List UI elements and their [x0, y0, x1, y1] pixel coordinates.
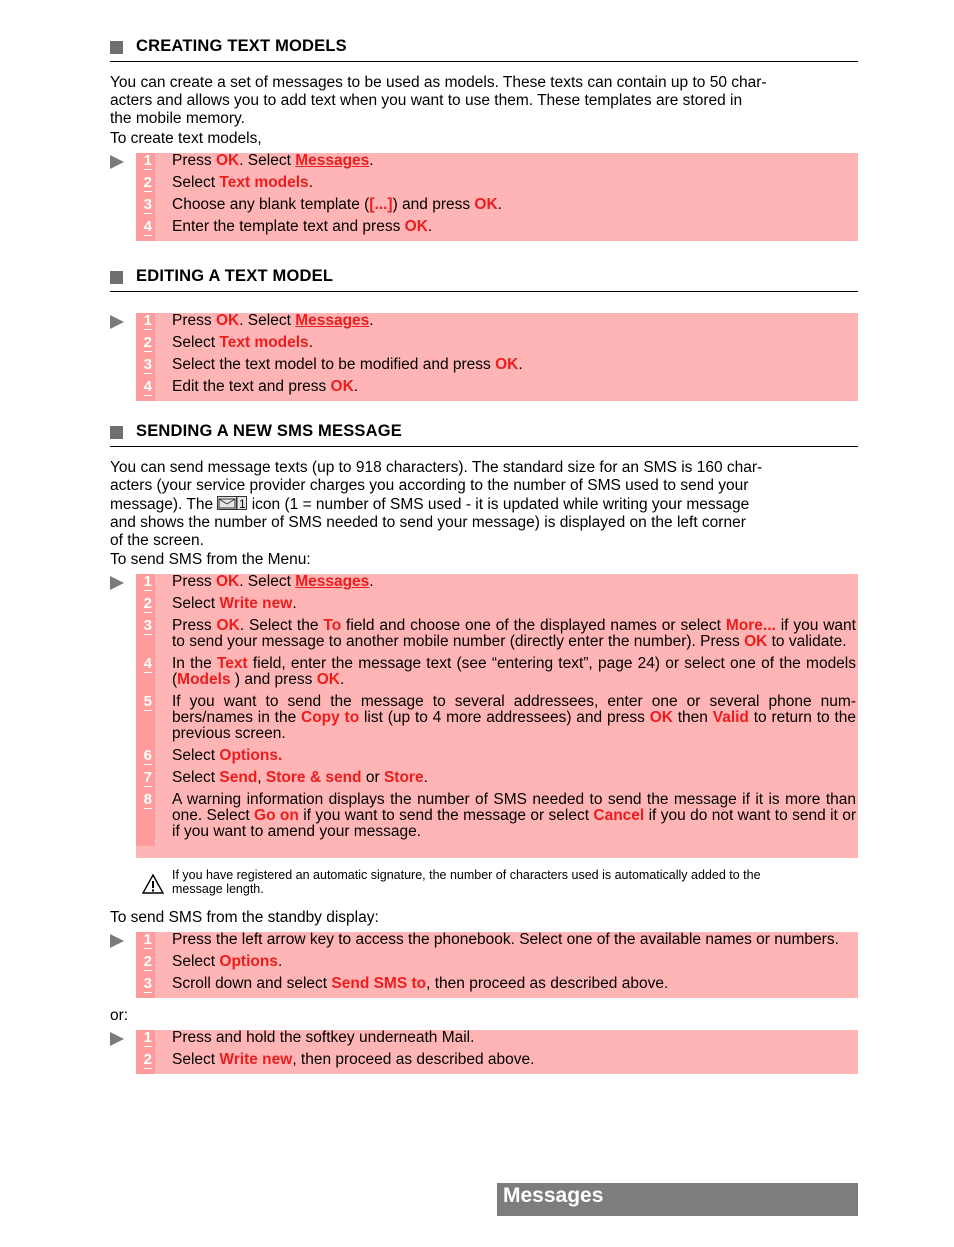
step-item: 2 Select Text models.: [136, 335, 858, 357]
section-header-sending: [110, 421, 858, 447]
step-number: 7: [136, 770, 155, 792]
section-title: EDITING A TEXT MODEL: [136, 267, 334, 285]
section-square-icon: [110, 426, 123, 439]
step-item: 4 Enter the template text and press OK.: [136, 219, 858, 241]
para-line: the mobile memory.: [110, 110, 245, 127]
sending-intro: To send SMS from the Menu:: [110, 551, 311, 568]
editing-steps: [136, 313, 858, 401]
creating-steps: [136, 153, 858, 241]
footer-label: Messages: [503, 1184, 604, 1207]
or-label: or:: [110, 1007, 129, 1024]
step-number: 4: [136, 656, 155, 694]
section-title: CREATING TEXT MODELS: [136, 37, 347, 55]
or-steps: [136, 1030, 858, 1074]
step-number: 1: [136, 153, 155, 175]
section-header-editing: [110, 266, 858, 292]
section-title: SENDING A NEW SMS MESSAGE: [136, 422, 402, 440]
para-line: message). The 1 icon (1 = number of SMS used - it is updated while writing your message: [110, 496, 750, 513]
step-number: 6: [136, 748, 155, 770]
step-item: 4 Edit the text and press OK.: [136, 379, 858, 401]
para-line: acters (your service provider charges you according to the number of SMS used to send your: [110, 477, 749, 494]
signature-note: If you have registered an automatic signature, the number of characters used is automatically added to the message length.: [172, 868, 761, 896]
step-number: 2: [136, 954, 155, 976]
para-line: and shows the number of SMS needed to send your message) is displayed on the left corner: [110, 514, 746, 531]
warning-icon: [142, 874, 164, 894]
step-item: 3 Select the text model to be modified and press OK.: [136, 357, 858, 379]
sms-counter-digit: 1: [239, 497, 247, 511]
arrow-icon: [110, 934, 124, 948]
step-item: 2 Select Options.: [136, 954, 858, 976]
step-number: 1: [136, 1030, 155, 1052]
standby-steps: [136, 932, 858, 998]
section-square-icon: [110, 271, 123, 284]
arrow-icon: [110, 1032, 124, 1046]
step-item: 7 Select Send, Store & send or Store.: [136, 770, 858, 792]
standby-intro: To send SMS from the standby display:: [110, 909, 379, 926]
sms-counter-icon: [217, 495, 247, 511]
para-line: of the screen.: [110, 532, 204, 549]
step-number: 3: [136, 357, 155, 379]
step-number: 1: [136, 932, 155, 954]
step-item: 5 If you want to send the message to several addressees, enter one or several phone num-bers/names in the Copy to list (up to 4 more addressees) and press OK then Valid to return to the previous screen.: [136, 694, 858, 748]
sending-paragraph: [110, 459, 857, 550]
step-item: 6 Select Options.: [136, 748, 858, 770]
step-item: 2 Select Write new.: [136, 596, 858, 618]
section-square-icon: [110, 41, 123, 54]
step-item: 1 Press OK. Select Messages.: [136, 313, 858, 335]
step-number: 3: [136, 976, 155, 998]
step-item: 1 Press and hold the softkey underneath Mail.: [136, 1030, 858, 1052]
sending-steps: [136, 574, 858, 858]
arrow-icon: [110, 155, 124, 169]
step-number: 1: [136, 574, 155, 596]
step-item: 1 Press OK. Select Messages.: [136, 153, 858, 175]
step-item: 3 Choose any blank template ([...]) and press OK.: [136, 197, 858, 219]
step-number: 2: [136, 1052, 155, 1074]
arrow-icon: [110, 315, 124, 329]
para-line: acters and allows you to add text when you want to use them. These templates are stored in: [110, 92, 743, 109]
section-header-creating: [110, 36, 858, 62]
step-item: 2 Select Text models.: [136, 175, 858, 197]
step-number: 2: [136, 175, 155, 197]
step-number: 4: [136, 379, 155, 401]
step-number: 4: [136, 219, 155, 241]
para-line: You can send message texts (up to 918 characters). The standard size for an SMS is 160 char-: [110, 459, 763, 476]
step-number: 1: [136, 313, 155, 335]
step-item: 2 Select Write new, then proceed as described above.: [136, 1052, 858, 1074]
step-item: 3 Press OK. Select the To field and choose one of the displayed names or select More... if you want to send your message to another mobile number (directly enter the number). Press OK to validate.: [136, 618, 858, 656]
step-item: 1 Press the left arrow key to access the phonebook. Select one of the available names or numbers.: [136, 932, 858, 954]
step-number: 8: [136, 792, 155, 846]
creating-intro: To create text models,: [110, 130, 262, 147]
step-number: 2: [136, 335, 155, 357]
footer-chapter-tab: [497, 1183, 858, 1216]
step-number: 3: [136, 197, 155, 219]
step-item: 8 A warning information displays the number of SMS needed to send the message if it is more than one. Select Go on if you want to send the message or select Cancel if you do not want to send it or if you want to amend your message.: [136, 792, 858, 846]
step-item: 1 Press OK. Select Messages.: [136, 574, 858, 596]
creating-paragraph: [110, 74, 857, 128]
step-item: 3 Scroll down and select Send SMS to, then proceed as described above.: [136, 976, 858, 998]
step-number: 2: [136, 596, 155, 618]
arrow-icon: [110, 576, 124, 590]
para-line: You can create a set of messages to be used as models. These texts can contain up to 50 char-: [110, 74, 767, 91]
step-item: 4 In the Text field, enter the message text (see “entering text”, page 24) or select one of the models (Models ) and press OK.: [136, 656, 858, 694]
step-number: 3: [136, 618, 155, 656]
step-number: 5: [136, 694, 155, 748]
